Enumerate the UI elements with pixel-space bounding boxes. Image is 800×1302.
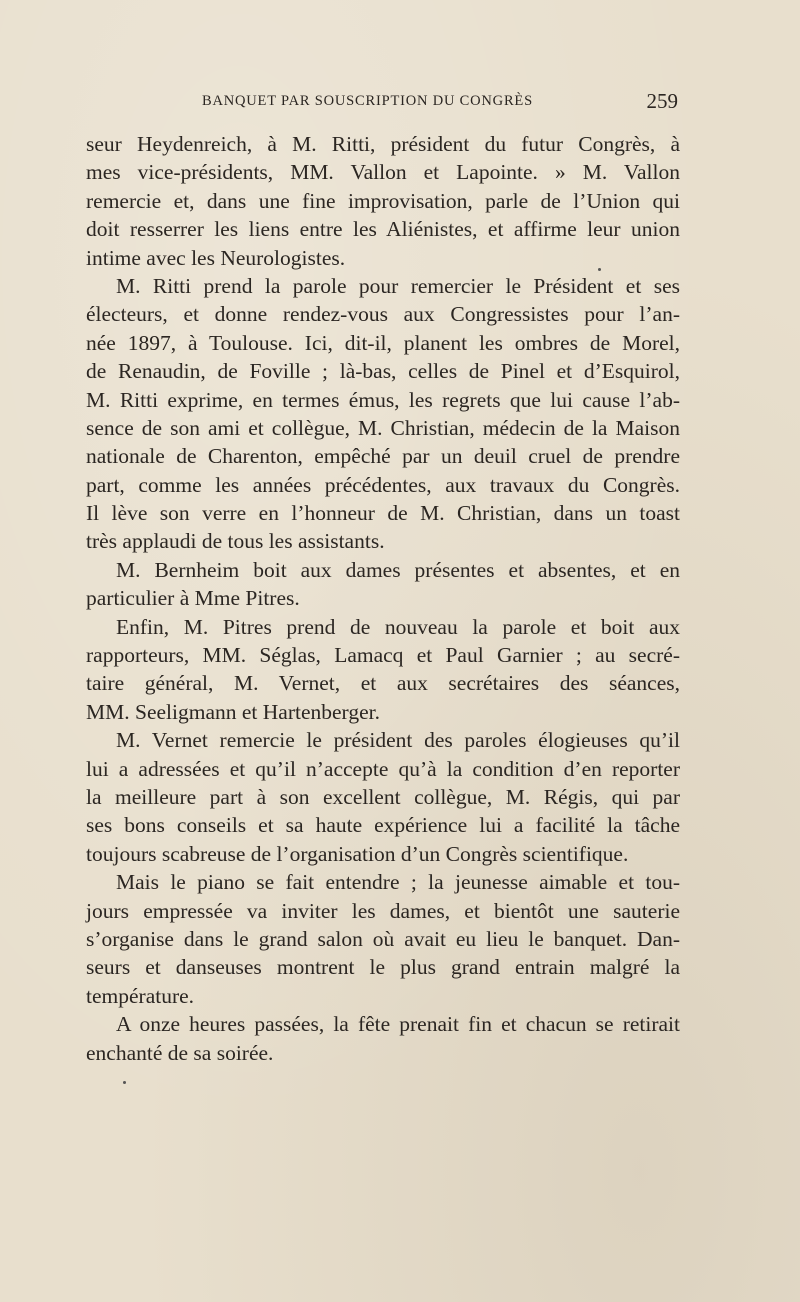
text-line: Enfin, M. Pitres prend de nouveau la parole et boit aux [116,614,680,639]
text-line: intime avec les Neurologistes. [86,245,346,270]
text-line: électeurs, et donne rendez-vous aux Congressistes pour l’an- [86,302,680,327]
text-line: très applaudi de tous les assistants. [86,529,385,554]
text-line: ses bons conseils et sa haute expérience lui a facilité la tâche [86,813,680,838]
text-line: M. Vernet remercie le président des paroles élogieuses qu’il [116,728,680,753]
text-line: jours empressée va inviter les dames, et bientôt une sauterie [86,898,680,923]
text-line: seurs et danseuses montrent le plus grand entrain malgré la [86,955,680,980]
text-line: la meilleure part à son excellent collègue, M. Régis, qui par [86,784,680,809]
running-head: BANQUET PAR SOUSCRIPTION DU CONGRÈS [202,93,533,109]
text-line: nationale de Charenton, empêché par un deuil cruel de prendre [86,444,680,469]
ink-speck [123,1081,126,1084]
text-line: A onze heures passées, la fête prenait fin et chacun se retirait [116,1012,680,1037]
text-line: lui a adressées et qu’il n’accepte qu’à la condition d’en reporter [86,756,680,781]
page-header [86,89,678,119]
text-line: M. Ritti prend la parole pour remercier le Président et ses [116,273,680,298]
text-line: rapporteurs, MM. Séglas, Lamacq et Paul Garnier ; au secré- [86,643,680,668]
text-line: remercie et, dans une fine improvisation, parle de l’Union qui [86,188,680,213]
text-line: enchanté de sa soirée. [86,1040,274,1065]
text-line: mes vice-présidents, MM. Vallon et Lapointe. » M. Vallon [86,160,680,185]
text-line: MM. Seeligmann et Hartenberger. [86,699,380,724]
text-line: doit resserrer les liens entre les Aliénistes, et affirme leur union [86,217,680,242]
text-line: taire général, M. Vernet, et aux secrétaires des séances, [86,671,680,696]
text-line: de Renaudin, de Foville ; là-bas, celles de Pinel et d’Esquirol, [86,359,680,384]
text-line: part, comme les années précédentes, aux travaux du Congrès. [86,472,680,497]
page-number: 259 [646,89,678,113]
text-line: toujours scabreuse de l’organisation d’un Congrès scientifique. [86,841,629,866]
text-line: particulier à Mme Pitres. [86,586,300,611]
body-text [86,130,680,1067]
text-line: seur Heydenreich, à M. Ritti, président du futur Congrès, à [86,132,680,156]
text-line: née 1897, à Toulouse. Ici, dit-il, planent les ombres de Morel, [86,330,680,355]
text-line: Il lève son verre en l’honneur de M. Christian, dans un toast [86,501,680,526]
text-line: M. Bernheim boit aux dames présentes et absentes, et en [116,557,680,582]
text-line: s’organise dans le grand salon où avait eu lieu le banquet. Dan- [86,926,680,951]
ink-speck [598,268,601,271]
text-line: température. [86,983,195,1008]
text-line: Mais le piano se fait entendre ; la jeunesse aimable et tou- [116,870,680,895]
text-line: sence de son ami et collègue, M. Christian, médecin de la Maison [86,415,680,440]
text-line: M. Ritti exprime, en termes émus, les regrets que lui cause l’ab- [86,387,680,412]
